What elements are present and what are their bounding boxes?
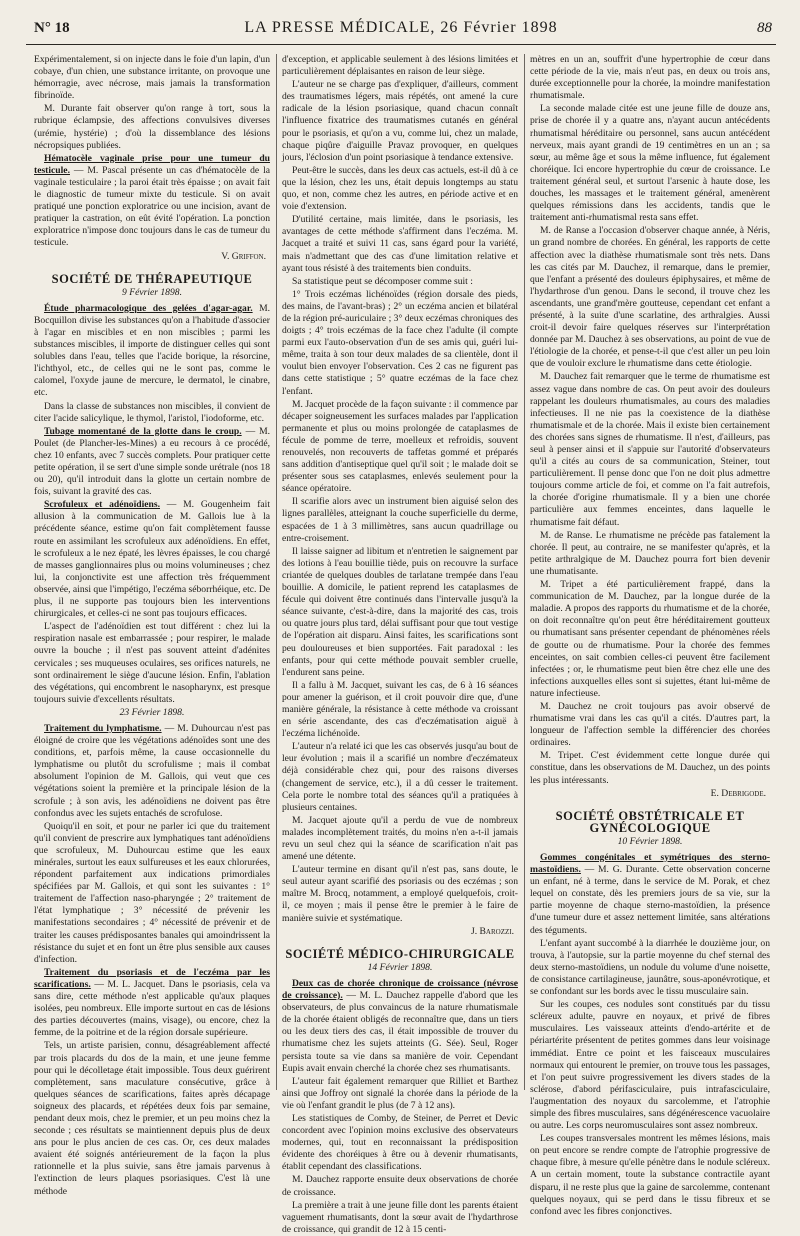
- paragraph: [282, 214, 518, 274]
- paragraph-text: 1° Trois eczémas lichénoïdes (région dorsale des pieds, des mains, de l'avant-bras) ; 2° un eczéma ancien et bilatéral de la région pré-auriculaire ; 3° deux eczémas chroniques des doigts ; 4° trois eczémas de la face chez l'adulte (il compte parmi eux l'auto-observation d'un de ses amis qui, guéri lui-même, traita à son tour deux malades de sa clientèle, dont il voulut bien envoyer l'observation. Ces 2 cas ne figurent pas dans cette statistique ; 5° quatre eczémas de la face chez l'enfant.: [282, 288, 518, 397]
- paragraph-text: D'utilité certaine, mais limitée, dans le psoriasis, les avantages de cette méthode s'affirment dans l'eczéma. M. Jacquet a traité et suivi 11 cas, sans égard pour la variété, mais n'admettant que des cas d'une limitation relative et ayant tous résisté à des traitements bien conduits.: [282, 214, 518, 274]
- paragraph: [282, 680, 518, 740]
- section-heading: SOCIÉTÉ MÉDICO-CHIRURGICALE: [285, 946, 515, 961]
- paragraph: [282, 1174, 518, 1198]
- newspaper-page: [26, 14, 776, 1235]
- paragraph: [530, 579, 770, 700]
- paragraph: [34, 54, 270, 102]
- author-signature: E. Debrigode.: [710, 787, 766, 799]
- paragraph: [34, 153, 270, 250]
- subsection-title: Traitement du psoriasis et de l'eczéma par les scarifications.: [34, 966, 270, 990]
- paragraph-text: M. Bocquillon divise les substances qu'on a l'habitude d'associer à l'agar en miscibles et en non miscibles ; parmi les substances miscibles, il importe de distinguer celles qui sont solubles dans l'eau, telles que l'acide borique, la résorcine, l'ichthyol, etc., de celles qui ne le sont pas, comme le calomel, l'oxyde jaune de mercure, le dermatol, le cinabre, etc.: [34, 302, 271, 399]
- paragraph: [282, 1200, 518, 1236]
- subsection-title: Deux cas de chorée chronique de croissance (névrose de croissance).: [282, 977, 518, 1002]
- paragraph: [34, 499, 270, 620]
- paragraph-text: — M. Gougenheim fait allusion à la communication de M. Gallois lue à la précédente séance, estime qu'on fait complètement fausse route en assimilant les scrofuleux aux adénoïdiens. En effet, le scrofuleux a le nez épaté, les lèvres épaisses, le cou chargé de masses ganglionnaires plus ou moins volumineuses ; chez lui, la conjonctivite est une affection très fréquemment observée, ainsi que l'impétigo, l'eczéma séborrhéique, etc. De plus, il ne supporte pas toujours bien les interventions chirurgicales, et celles-ci ne sont pas toujours efficaces.: [34, 499, 271, 620]
- paragraph-text: L'auteur n'a relaté ici que les cas observés jusqu'au bout de leur évolution ; mais il a scarifié un nombre d'eczémateux déjà considérable chez qui, pour des raisons diverses (changement de service, etc.), il a dû cesser le traitement. Cela porte le nombre total des séances qu'il a pratiquées à plusieurs centaines.: [282, 741, 518, 813]
- paragraph: [530, 701, 770, 749]
- paragraph-text: M. Jacquet procède de la façon suivante : il commence par décaper soigneusement les surfaces malades par l'application permanente et plus ou moins prolongée de cataplasmes de fécule de pomme de terre, moelleux et refroidis, souvent renouvelés, non recouverts de taffetas gommé et préparés sans addition d'antiseptique quel qu'il soit ; le malade doit se présenter sous ses cataplasmes, enlevés seulement pour la séance opératoire.: [282, 398, 518, 495]
- paragraph: [34, 1040, 270, 1197]
- column-3: [530, 54, 770, 1217]
- paragraph-text: Les coupes transversales montrent les mêmes lésions, mais on peut encore se rendre compte de l'atrophie progressive de chaque fibre, à mesure qu'elle pénètre dans le nodule scléreux. A un certain moment, toute la substance contractile ayant disparu, il ne reste plus que la gaine de sarcolemme, contenant quelques noyaux, qui se perd dans le tissu fibreux et se confond avec les fibres conjonctives.: [530, 1133, 770, 1217]
- paragraph: [34, 303, 270, 400]
- paragraph: [282, 864, 518, 924]
- paragraph: [34, 426, 270, 499]
- paragraph: [34, 821, 270, 966]
- paragraph-text: M. Tripet a été particulièrement frappé, dans la communication de M. Dauchez, par la longue durée de la maladie. A propos des rapports du rhumatisme et de la chorée, on doit reconnaître qu'on peut être héréditairement goutteux ou rhumatisant sans présenter cependant de phénomènes réels de goutte ou de rhumatisme. Pour la chorée des femmes enceintes, on sait combien celles-ci peuvent être facilement infectées ; or, le rhumatisme peut bien être chez elle une des infections auxquelles elles sont si sujettes, étant lui-même de nature infectieuse.: [530, 579, 770, 699]
- paragraph: [530, 938, 770, 998]
- paragraph: [530, 999, 770, 1132]
- paragraph-text: Expérimentalement, si on injecte dans le foie d'un lapin, d'un cobaye, d'un chien, une substance irritante, on provoque une hémorragie, avec nécrose, mais jamais la transformation fibrinoïde.: [34, 54, 270, 102]
- section-heading: SOCIÉTÉ OBSTÉTRICALE ET GYNÉCOLOGIQUE: [555, 808, 745, 835]
- session-date: 23 Février 1898.: [119, 706, 185, 718]
- page-header: [26, 14, 776, 45]
- paragraph: [282, 546, 518, 679]
- paragraph-text: Peut-être le succès, dans les deux cas actuels, est-il dû à ce que la lésion, chez les uns, était depuis longtemps au statu quo, et non, comme chez les autres, en période active et en voie d'extension.: [282, 164, 518, 213]
- paragraph-text: L'auteur ne se charge pas d'expliquer, d'ailleurs, comment des traumatismes légers, mais répétés, ont amené la cure radicale de la lésion psoriasique, quand chacun connaît l'influence fixatrice des traumatismes cutanés en général pour le psoriasis, et qu'on a vu, comme lui, chez un malade, chaque piqûre d'aiguille Pravaz provoquer, en quelques jours, l'éclosion d'un point psoriasique à tendance extensive.: [282, 79, 518, 163]
- paragraph: [34, 621, 270, 706]
- paragraph-text: L'auteur fait également remarquer que Rilliet et Barthez ainsi que Joffroy ont signalé la chorée dans la période de la vie où l'enfant grandit le plus (de 7 à 12 ans).: [282, 1075, 518, 1111]
- column-rule: [276, 54, 277, 1090]
- paragraph-text: Il scarifie alors avec un instrument bien aiguisé selon des lignes parallèles, atteignant la couche superficielle du derme, espacées de 1 à 3 millimètres, sans aucun quadrillage ou entre-croisement.: [282, 496, 518, 544]
- paragraph-text: La seconde malade citée est une jeune fille de douze ans, prise de chorée il y a quatre ans, n'ayant aucun antécédents rhumatismal héréditaire ou personnel, sans aucun antécédent nerveux, mais ayant grandi de 19 centimètres en un an ; sa sœur, au même âge et sous la même influence, fut également choréique. Ici encore hypertrophie du cœur de croissance. Le traitement général seul, et surtout l'arsenic à haute dose, les douches, les massages et le traitement général, amenèrent quelques rémissions dans les accidents, tandis que le traitement anti-rhumatismal resta sans effet.: [530, 103, 770, 224]
- paragraph-text: Sa statistique peut se décomposer comme suit :: [292, 275, 473, 287]
- subsection-title: Traitement du lymphatisme.: [44, 722, 162, 734]
- column-1: [34, 54, 271, 1197]
- paragraph-text: d'exception, et applicable seulement à des lésions limitées et particulièrement déplaisantes en raison de leur siège.: [282, 54, 518, 78]
- paragraph: [34, 723, 270, 820]
- paragraph-text: M. Dauchez ne croit toujours pas avoir observé de rhumatisme vrai dans les cas qu'il a cités. D'autres part, la longueur de l'affection semble la différencier des chorées ordinaires.: [530, 700, 770, 749]
- paragraph: [530, 1133, 770, 1218]
- paragraph: [530, 852, 770, 937]
- paragraph: [282, 978, 518, 1075]
- column-rule: [524, 54, 525, 1090]
- column-2: [282, 54, 518, 1235]
- paragraph: [530, 530, 770, 578]
- paragraph: [282, 276, 518, 288]
- paragraph-text: M. de Ranse a l'occasion d'observer chaque année, à Néris, un grand nombre de chorées. En général, les rapports de cette affection avec la diathèse rhumatismale sont très nets. Dans les cas cités par M. Dauchez, il remarque, dans le premier, que l'enfant a présenté des douleurs épiphysaires, et même de l'hydarthrose d'un genou. Dans le second, il trouve chez les ascendants, une grand'mère goutteuse, cependant cet enfant a présenté, à la suite d'une scarlatine, des arthralgies. Aussi croit-il devoir faire quelques réserves sur l'interprétation donnée par M. Dauchez à ses observations, au point de vue de l'étiologie de la chorée, et pense-t-il que c'est aller un peu loin que de vouloir exclure le rhumatisme dans cette étiologie.: [530, 225, 770, 370]
- paragraph-text: Dans la classe de substances non miscibles, il convient de citer l'acide salicylique, le thymol, l'aristol, l'iodoforme, etc.: [34, 400, 270, 424]
- paragraph-text: Quoiqu'il en soit, et pour ne parler ici que du traitement qu'il convient de prescrire aux lymphatiques tant adénoïdiens que scrofuleux, M. Duhourcau estime que les eaux minérales, surtout les eaux sulfureuses et les eaux chlorurées, répondent parfaitement aux indications primordiales spécifiées par M. Gallois, et qui sont les suivantes : 1° traitement de l'affection naso-pharyngée ; 2° traitement de l'état lymphatique ; 3° nécessité de prévenir les manifestations secondaires ; 4° nécessité de prévenir et de traiter les causes prédisposantes banales qui amoindrissent la résistance du sujet et en font un être plus sensible aux causes d'infection.: [34, 820, 270, 965]
- paragraph: [282, 496, 518, 544]
- page-number: 88: [757, 20, 772, 36]
- session-date: 10 Février 1898.: [617, 835, 683, 847]
- paragraph-text: mètres en un an, souffrit d'une hypertrophie de cœur dans cette période de la vie, mais n'eut pas, en deux ou trois ans, durée exceptionnelle pour la chorée, la moindre manifestation rhumatismale.: [530, 54, 770, 102]
- paragraph-text: L'enfant ayant succombé à la diarrhée le douzième jour, on trouva, à l'autopsie, sur la partie moyenne du chef sternal des deux sterno-mastoïdiens, un nodule du volume d'une noisette, de consistance cartilagineuse, jaunâtre, sous-aponévrotique, et se confondant sur les bords avec le tissu musculaire sain.: [530, 937, 770, 998]
- paragraph: [282, 165, 518, 213]
- subsection-title: Gommes congénitales et symétriques des sterno-mastoïdiens.: [530, 852, 770, 876]
- paragraph-text: L'auteur termine en disant qu'il n'est pas, sans doute, le seul auteur ayant scarifié des psoriasis ou des eczémas ; son maître M. Brocq, notamment, a employé quelquefois, croit-il, ce moyen ; mais il pense être le premier à le faire de manière suivie et systématique.: [282, 864, 518, 924]
- paragraph-text: Sur les coupes, ces nodules sont constitués par du tissu scléreux adulte, pauvre en noyaux, et privé de fibres musculaires. Les vaisseaux atteints d'endo-artérite et de périartérite présentent de petites gommes dans leur voisinage immédiat. Entre ce point et les faisceaux musculaires normaux qui entourent le premier, on trouve tous les passages, et l'on peut suivre progressivement les divers stades de la sclérose, d'abord périfasciculaire, puis intrafasciculaire, l'augmentation des noyaux du sarcolemme, et l'atrophie simple des fibres musculaires, sans dégénérescence vacuolaire ou autre. Les corps neuromusculaires sont assez nombreux.: [530, 999, 770, 1132]
- paragraph-text: M. Durante fait observer qu'on range à tort, sous la rubrique éclampsie, des affections convulsives diverses (urémie, hystérie) ; d'où la dissemblance des lésions nécropsiques publiées.: [34, 103, 270, 151]
- paragraph-text: — M. L. Dauchez rappelle d'abord que les observateurs, de plus convaincus de la nature rhumatismale de la chorée étaient obligés de reconnaître que, dans un tiers ou les deux tiers des cas, il était impossible de trouver du rhumatisme chez les sujets atteints (G. Sée). Seul, Roger persista toute sa vie dans sa manière de voir. Cependant Eupis avait envain cherché la chorée chez ses rhumatisants.: [282, 990, 518, 1074]
- paragraph-text: M. de Ranse. Le rhumatisme ne précède pas fatalement la chorée. Il peut, au contraire, ne se manifester qu'après, et la petite arthralgique de M. Dauchez pourra fort bien devenir une rhumatisante.: [530, 529, 770, 577]
- author-signature: V. Griffon.: [221, 250, 266, 262]
- paragraph-text: Il a fallu à M. Jacquet, suivant les cas, de 6 à 16 séances pour amener la guérison, et il croit pouvoir dire que, d'une manière générale, la résistance à cette méthode va croissant en série ascendante, des cas d'eczématisation aiguë à l'eczéma lichénoïde.: [282, 679, 518, 740]
- paragraph: [34, 103, 270, 151]
- paragraph-text: — M. Pascal présente un cas d'hématocèle de la vaginale testiculaire ; la paroi était très épaisse ; on avait fait le diagnostic de tumeur mixte du testicule. Si on avait pratiqué une ponction exploratrice ou une incision, avant de pratiquer la castration, on eût évité l'opération. La ponction exploratrice n'impose donc toujours dans le cas de tumeur du testicule.: [34, 164, 270, 249]
- paragraph: [282, 79, 518, 164]
- subsection-title: Étude pharmacologique des gelées d'agar-agar.: [44, 302, 253, 314]
- paragraph: [282, 815, 518, 863]
- paragraph-text: — M. G. Durante. Cette observation concerne un enfant, né à terme, dans le service de M. Porak, et chez lequel on constate, dès les premiers jours de sa vie, sur la partie moyenne de chaque sterno-mastoïdien, la présence d'une tumeur dure et assez nettement limitée, sans altérations des téguments.: [530, 864, 770, 936]
- paragraph-text: — M. L. Jacquet. Dans le psoriasis, cela va sans dire, cette méthode n'est applicable qu'aux plaques isolées, peu nombreux. Elle importe surtout en cas de lésions des parties découvertes (mains, visage), ou encore, chez la femme, de la poitrine et de la région dorsale supérieure.: [34, 978, 270, 1039]
- masthead-title: LA PRESSE MÉDICALE, 26 Février 1898: [244, 19, 558, 36]
- paragraph-text: — M. Duhourcau n'est pas éloigné de croire que les végétations adénoïdes sont une des conditions, et, parfois même, la cause occasionnelle du lymphatisme ou plutôt du scrofulisme ; mais il combat absolument l'opinion de M. Gallois, qui veut que ces végétations soient la première et la principale lésion de la scrofule ; à son avis, les adénoïdiens ne doivent pas être confondus avec les sujets entachés de scrofulose.: [34, 722, 270, 819]
- paragraph-text: Les statistiques de Comby, de Steiner, de Perret et Devic concordent avec l'opinion moins exclusive des observateurs modernes, qui, tout en reconnaissant la prédisposition évidente des choréiques à être ou à devenir rhumatisants, établit cependant des classifications.: [282, 1112, 518, 1173]
- paragraph-text: Il laisse saigner ad libitum et n'entretien le saignement par des lotions à l'eau bouillie tiède, puis on recouvre la surface criantée de quelques doubles de tarlatane trempée dans l'eau bouillie. A domicile, le patient reprend les cataplasmes de fécule qui doivent être continués dans l'intervalle jusqu'à la séance suivante, c'est-à-dire, dans la majorité des cas, trois ou quatre jours plus tard, délai suffisant pour que tout vestige de l'opération ait disparu. Ainsi faites, les scarifications sont peu douloureuses et bien supportées. Fait paradoxal : les enfants, pour qui cette méthode pouvait sembler cruelle, l'endurent sans peine.: [282, 545, 518, 678]
- paragraph: [282, 1113, 518, 1173]
- paragraph-text: Tels, un artiste parisien, connu, désagréablement affecté par trois placards du dos de la main, et une jeune femme pour qui le décolletage était impossible. Tous deux guérirent complètement, sans maculature consécutive, grâce à quelques séances de scarifications, faites après décapage soigneux des placards, et répétées deux fois par semaine, pendant deux mois, chez le premier, et un peu moins chez la seconde ; ces résultats se maintiennent depuis plus de deux ans pour le plus ancien de ces cas. Or, ces deux malades avaient été soignés antérieurement de la façon la plus rationnelle et la plus suivie, sans être jamais parvenus à l'extinction de leurs plaques psoriasiques. C'est là une méthode: [34, 1040, 270, 1197]
- paragraph-text: M. Jacquet ajoute qu'il a perdu de vue de nombreux malades incomplètement traités, du moins n'en a-t-il jamais revu un seul chez qui la séance de scarification n'ait pas amené une détente.: [282, 814, 518, 863]
- author-signature: J. Barozzi.: [471, 925, 514, 937]
- session-date: 9 Février 1898.: [122, 286, 182, 298]
- paragraph: [282, 741, 518, 814]
- paragraph: [530, 103, 770, 224]
- paragraph: [530, 750, 770, 786]
- paragraph-text: L'aspect de l'adénoïdien est tout différent : chez lui la respiration nasale est embarrassée ; pour respirer, le malade ouvre la bouche ; il n'est pas souvent atteint d'adénites cervicales ; ses muqueuses oculaires, ses orifices naturels, ne sont ordinairement le siège d'aucune lésion. Enfin, l'ablation des végétations, qui encombrent le nasopharynx, est presque toujours suivie d'excellents résultats.: [34, 621, 270, 705]
- paragraph: [530, 225, 770, 370]
- subsection-title: Scrofuleux et adénoïdiens.: [44, 499, 160, 511]
- issue-number: N° 18: [34, 20, 70, 36]
- subsection-title: Tubage momentané de la glotte dans le croup.: [44, 425, 242, 437]
- paragraph: [282, 399, 518, 496]
- session-date: 14 Février 1898.: [367, 961, 433, 973]
- paragraph: [530, 371, 770, 528]
- paragraph: [282, 54, 518, 78]
- section-heading: SOCIÉTÉ DE THÉRAPEUTIQUE: [51, 271, 253, 286]
- subsection-title: Hématocèle vaginale prise pour une tumeur du testicule.: [34, 152, 270, 176]
- paragraph-text: — M. Poulet (de Plancher-les-Mines) a eu recours à ce procédé, chez 10 enfants, avec 7 succès complets. Pour pratiquer cette petite opération, il se sert d'une simple sonde urétrale (nos 18 ou 20), qu'il introduit dans la glotte un certain nombre de fois, suivant la gravité des cas.: [34, 425, 270, 498]
- paragraph-text: M. Dauchez rapporte ensuite deux observations de chorée de croissance.: [282, 1174, 518, 1198]
- paragraph: [34, 401, 270, 425]
- paragraph: [282, 289, 518, 398]
- paragraph-text: M. Dauchez fait remarquer que le terme de rhumatisme est assez vague dans nombre de cas. On peut avoir des douleurs rappelant les douleurs rhumatismales, au cours des maladies infectieuses. Il ne nie pas la coexistence de la diathèse rhumatismale et de la chorée. Mais il existe bien certainement des chorées sans signes de rhumatisme. Il n'est, d'ailleurs, pas seul à penser ainsi et il s'appuie sur l'autorité d'observateurs qu'il a cités au cours de sa communication, Steiner, tout particulièrement. Il pense donc que l'on ne doit plus admettre toujours comme article de foi, et comme on l'a fait autrefois, la chorée d'origine rhumatismale. Il y a bien une chorée particulière aux femmes enceintes, dans laquelle le rhumatisme fait défaut.: [530, 371, 770, 528]
- paragraph-text: La première a trait à une jeune fille dont les parents étaient vaguement rhumatisants, dont la sœur avait de l'hydarthrose de croissance, qui grandit de 12 à 15 centi-: [282, 1199, 518, 1235]
- paragraph-text: M. Tripet. C'est évidemment cette longue durée qui constitue, dans les observations de M. Dauchez, un des points les plus intéressants.: [530, 750, 770, 786]
- paragraph: [34, 967, 270, 1040]
- paragraph: [530, 54, 770, 102]
- paragraph: [282, 1076, 518, 1112]
